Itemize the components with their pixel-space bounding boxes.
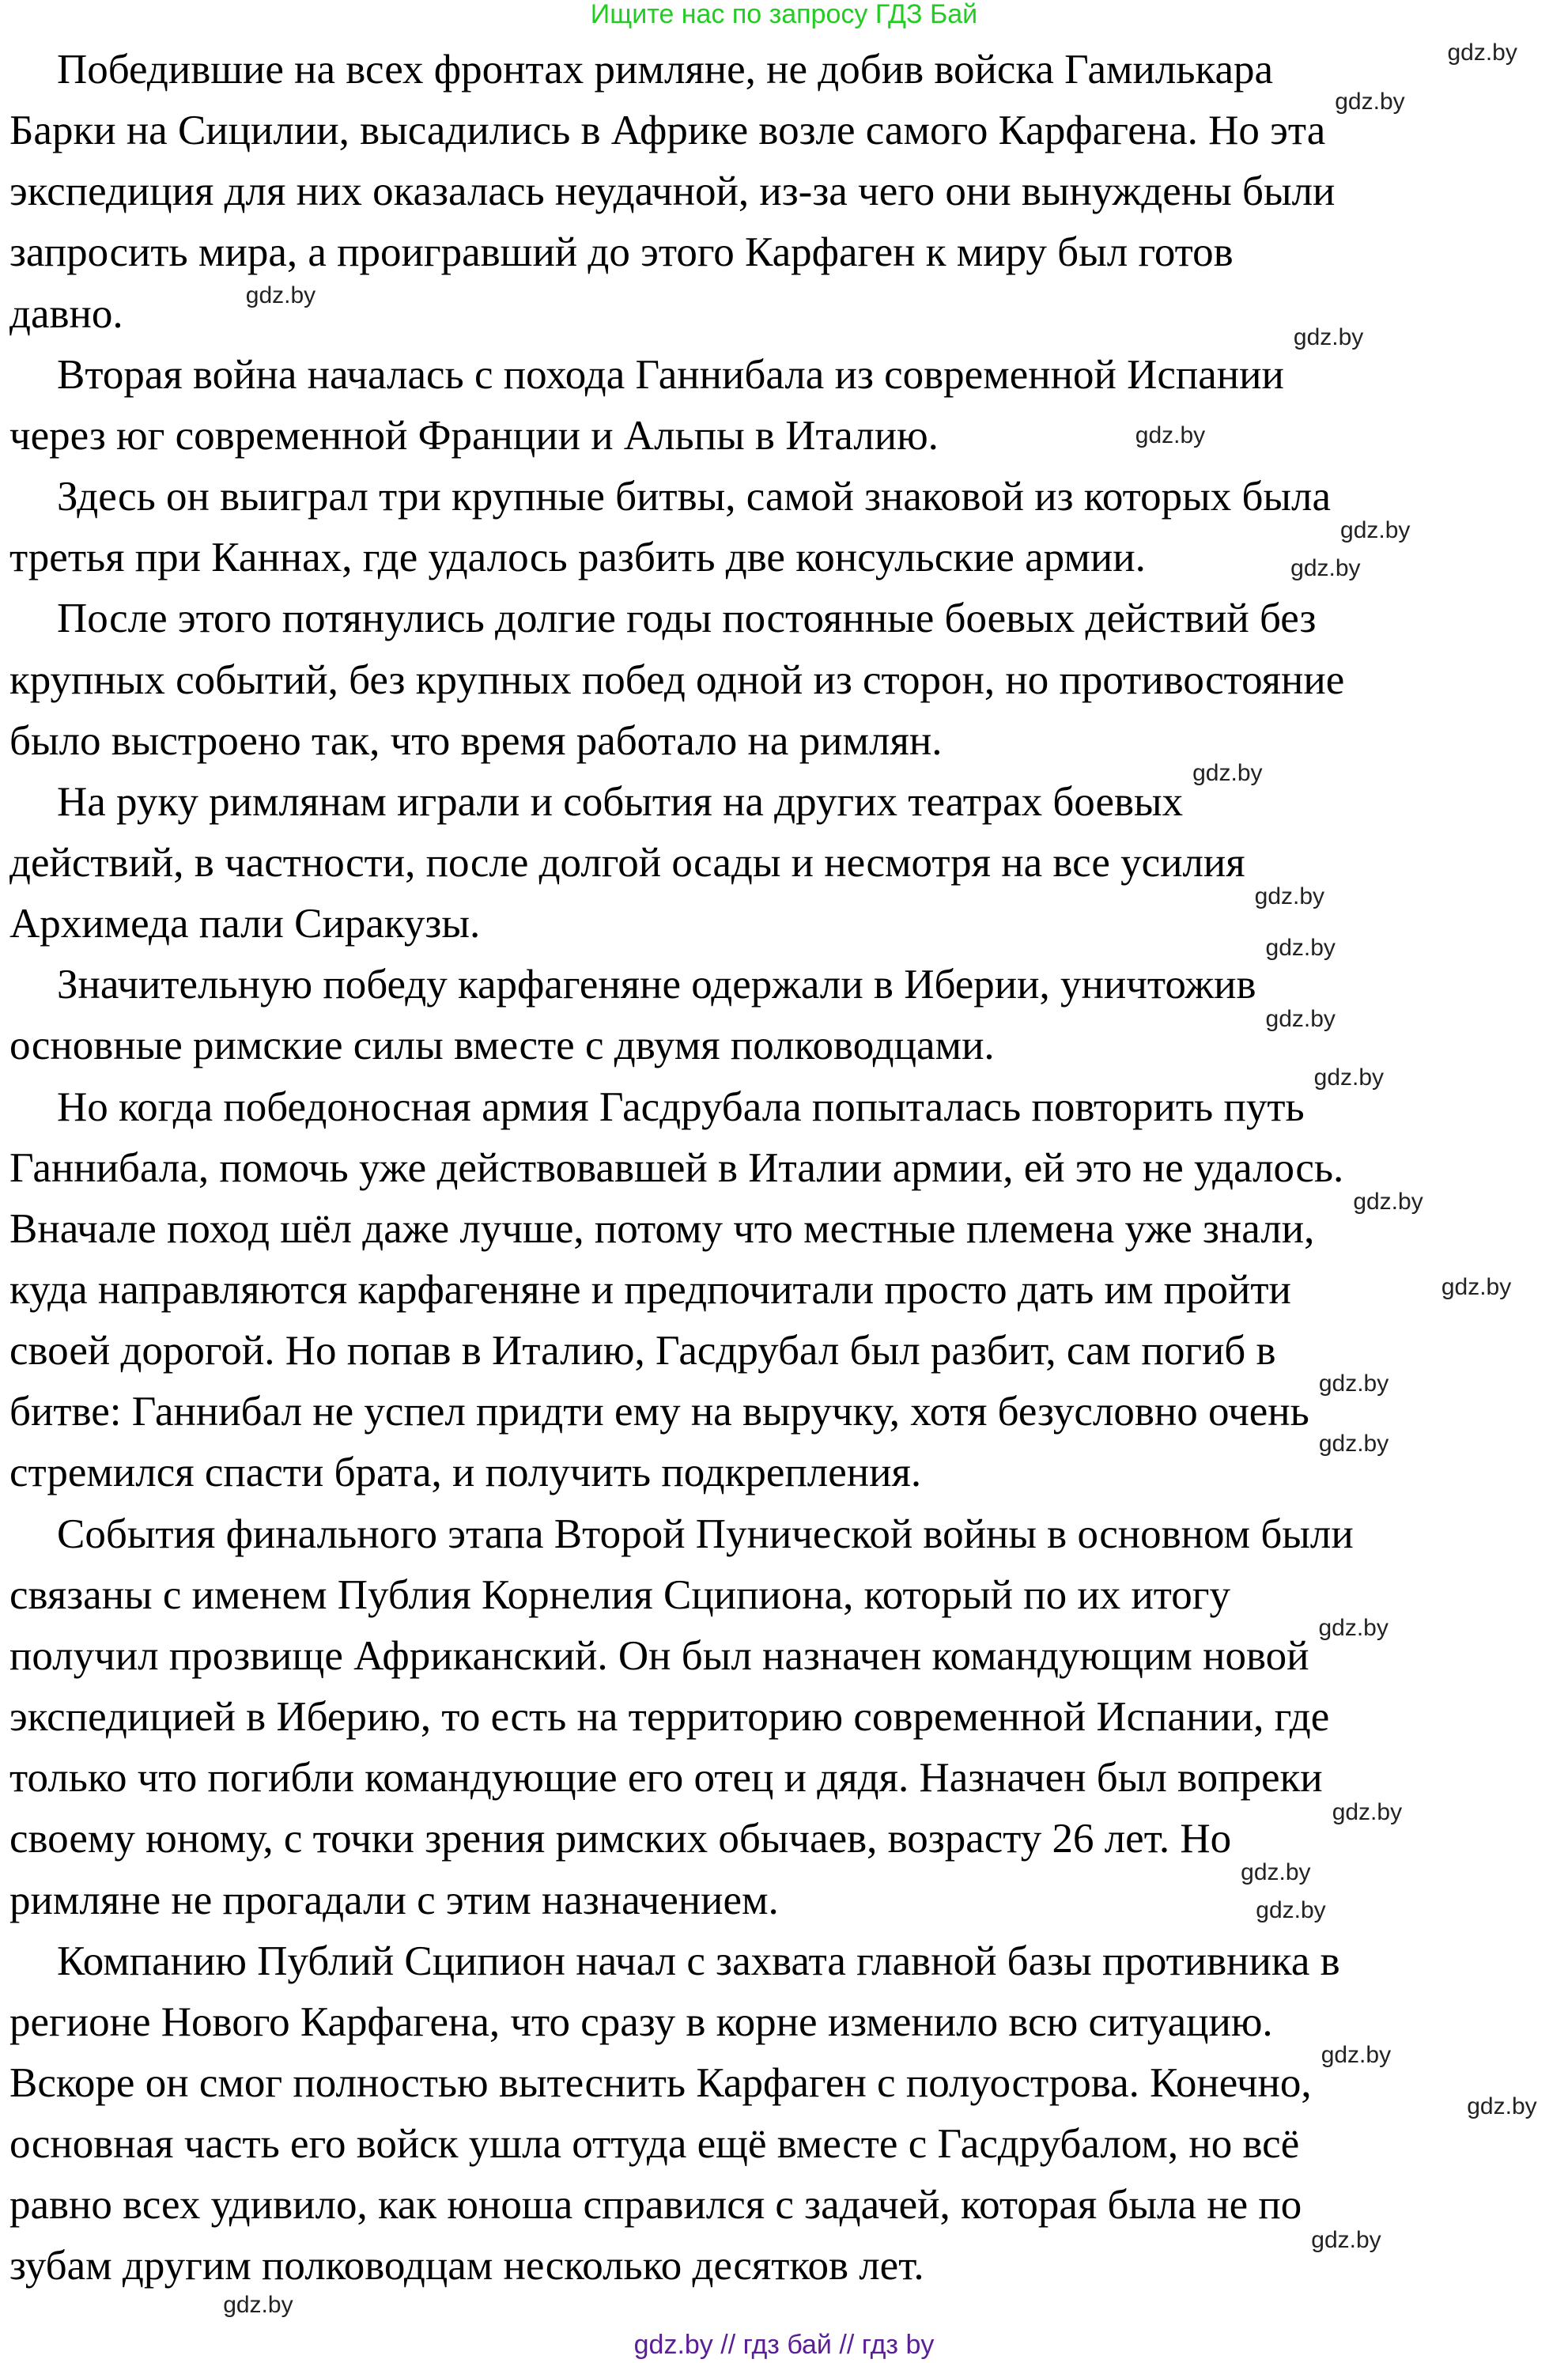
text-line: через юг современной Франции и Альпы в Италию. bbox=[9, 412, 939, 459]
text-line: Здесь он выиграл три крупные битвы, самой знаковой из которых была bbox=[57, 474, 1332, 520]
gdz-watermark: gdz.by bbox=[1135, 422, 1206, 448]
text-line: битве: Ганнибал не успел придти ему на выручку, хотя безусловно очень bbox=[9, 1389, 1309, 1435]
gdz-watermark: gdz.by bbox=[1318, 1431, 1389, 1457]
text-line: Вначале поход шёл даже лучше, потому что местные племена уже знали, bbox=[9, 1205, 1315, 1252]
gdz-watermark: gdz.by bbox=[1332, 1798, 1403, 1825]
text-line: зубам другим полководцам несколько десятков лет. bbox=[9, 2243, 924, 2289]
text-line: действий, в частности, после долгой осады и несмотря на все усилия bbox=[9, 839, 1245, 886]
gdz-watermark: gdz.by bbox=[1192, 759, 1263, 786]
text-line: получил прозвище Африканский. Он был назначен командующим новой bbox=[9, 1632, 1309, 1679]
text-line: запросить мира, а проигравший до этого Карфаген к миру был готов bbox=[9, 229, 1234, 276]
gdz-watermark: gdz.by bbox=[245, 282, 316, 308]
text-line: основные римские силы вместе с двумя полководцами. bbox=[9, 1023, 995, 1069]
text-line: На руку римлянам играли и события на других театрах боевых bbox=[57, 778, 1184, 825]
gdz-watermark: gdz.by bbox=[1313, 1064, 1385, 1091]
gdz-watermark: gdz.by bbox=[1293, 323, 1364, 350]
gdz-watermark: gdz.by bbox=[1467, 2093, 1537, 2119]
text-line: Барки на Сицилии, высадились в Африке возле самого Карфагена. Но эта bbox=[9, 108, 1326, 154]
gdz-watermark: gdz.by bbox=[1318, 1371, 1389, 1397]
text-line: своей дорогой. Но попав в Италию, Гасдрубал был разбит, сам погиб в bbox=[9, 1328, 1276, 1374]
gdz-watermark: gdz.by bbox=[1318, 1615, 1389, 1642]
text-line: давно. bbox=[9, 290, 123, 337]
text-line: экспедицией в Иберию, то есть на территорию современной Испании, где bbox=[9, 1694, 1330, 1741]
gdz-watermark: gdz.by bbox=[1340, 517, 1411, 543]
gdz-watermark: gdz.by bbox=[1321, 2041, 1392, 2068]
text-line: связаны с именем Публия Корнелия Сципиона, который по их итогу bbox=[9, 1571, 1231, 1618]
footer-watermark: gdz.by // гдз бай // гдз by bbox=[633, 2330, 935, 2360]
text-line: Но когда победоносная армия Гасдрубала попыталась повторить путь bbox=[57, 1083, 1305, 1130]
gdz-watermark: gdz.by bbox=[1254, 883, 1325, 910]
text-line: куда направляются карфагеняне и предпочитали просто дать им пройти bbox=[9, 1267, 1291, 1313]
gdz-watermark: gdz.by bbox=[1256, 1896, 1326, 1923]
gdz-watermark: gdz.by bbox=[223, 2292, 293, 2319]
text-line: Вскоре он смог полностью вытеснить Карфаген с полуострова. Конечно, bbox=[9, 2059, 1312, 2106]
gdz-watermark: gdz.by bbox=[1290, 554, 1361, 581]
gdz-watermark: gdz.by bbox=[1311, 2227, 1381, 2254]
gdz-watermark: gdz.by bbox=[1265, 935, 1336, 962]
gdz-watermark: gdz.by bbox=[1447, 39, 1517, 66]
search-hint-header: Ищите нас по запросу ГДЗ Бай bbox=[590, 0, 978, 29]
text-line: третья при Каннах, где удалось разбить две консульские армии. bbox=[9, 535, 1146, 581]
text-line: Вторая война началась с похода Ганнибала из современной Испании bbox=[57, 351, 1284, 398]
gdz-watermark: gdz.by bbox=[1241, 1858, 1311, 1885]
gdz-watermark: gdz.by bbox=[1265, 1005, 1336, 1032]
text-line: равно всех удивило, как юноша справился с задачей, которая была не по bbox=[9, 2182, 1302, 2229]
text-line: своему юному, с точки зрения римских обычаев, возрасту 26 лет. Но bbox=[9, 1816, 1232, 1862]
text-line: Ганнибала, помочь уже действовавшей в Италии армии, ей это не удалось. bbox=[9, 1144, 1344, 1191]
gdz-watermark: gdz.by bbox=[1441, 1274, 1512, 1301]
text-line: крупных событий, без крупных побед одной из сторон, но противостояние bbox=[9, 656, 1345, 703]
gdz-watermark: gdz.by bbox=[1353, 1188, 1423, 1215]
text-line: только что погибли командующие его отец и дядя. Назначен был вопреки bbox=[9, 1755, 1323, 1802]
text-line: основная часть его войск ушла оттуда ещё вместе с Гасдрубалом, но всё bbox=[9, 2121, 1300, 2168]
text-line: экспедиция для них оказалась неудачной, из-за чего они вынуждены были bbox=[9, 168, 1336, 215]
text-line: События финального этапа Второй Пунической войны в основном были bbox=[57, 1510, 1354, 1557]
text-line: Значительную победу карфагеняне одержали в Иберии, уничтожив bbox=[57, 962, 1256, 1008]
text-line: стремился спасти брата, и получить подкрепления. bbox=[9, 1450, 922, 1496]
text-line: Победившие на всех фронтах римляне, не добив войска Гамилькара bbox=[57, 47, 1274, 93]
text-line: было выстроено так, что время работало на римлян. bbox=[9, 717, 943, 764]
text-line: римляне не прогадали с этим назначением. bbox=[9, 1877, 779, 1923]
text-line: После этого потянулись долгие годы постоянные боевых действий без bbox=[57, 595, 1317, 642]
gdz-watermark: gdz.by bbox=[1335, 89, 1405, 115]
text-line: Компанию Публий Сципион начал с захвата главной базы противника в bbox=[57, 1938, 1340, 1984]
text-line: Архимеда пали Сиракузы. bbox=[9, 901, 481, 947]
text-line: регионе Нового Карфагена, что сразу в корне изменило всю ситуацию. bbox=[9, 1998, 1273, 2045]
